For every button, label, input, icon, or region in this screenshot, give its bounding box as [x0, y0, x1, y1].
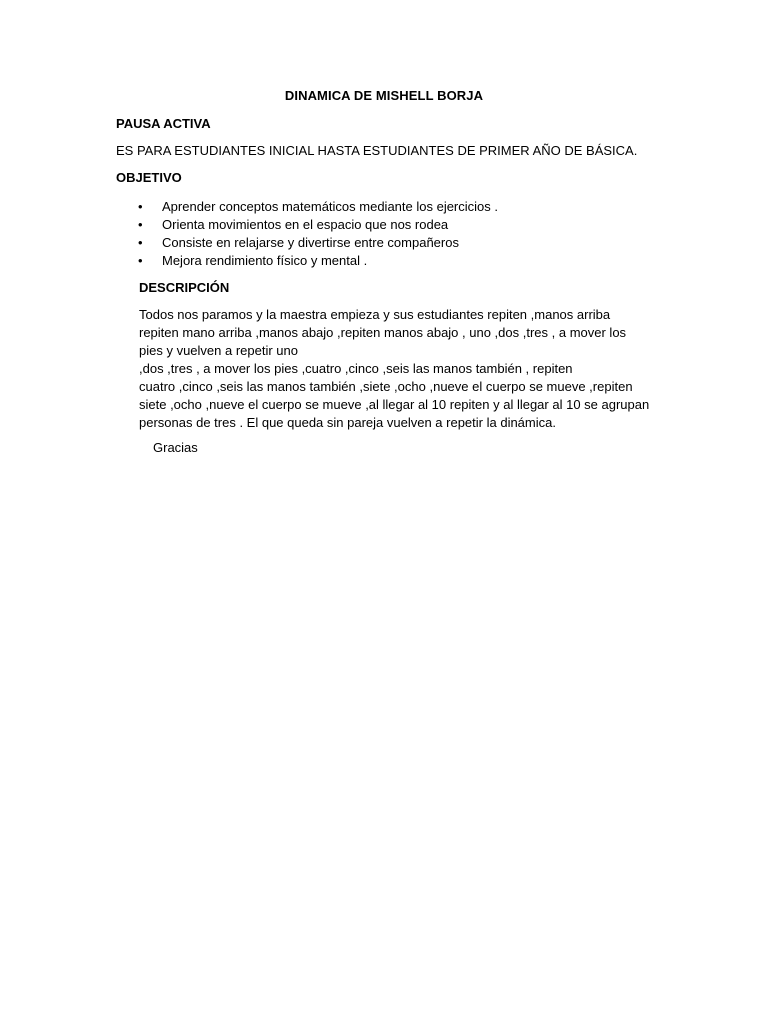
- descripcion-line: ,dos ,tres , a mover los pies ,cuatro ,cinco ,seis las manos también , repiten: [139, 361, 573, 376]
- bullet-icon: •: [138, 235, 143, 250]
- descripcion-line: Todos nos paramos y la maestra empieza y sus estudiantes repiten ,manos arriba: [139, 307, 611, 322]
- list-item: [116, 216, 498, 234]
- bullet-icon: •: [138, 253, 143, 268]
- descripcion-paragraph: [139, 306, 659, 432]
- list-item-text: Orienta movimientos en el espacio que nos rodea: [162, 217, 449, 232]
- pausa-activa-heading: PAUSA ACTIVA: [116, 116, 211, 131]
- list-item: [116, 234, 498, 252]
- list-item-text: Mejora rendimiento físico y mental .: [162, 253, 368, 268]
- document-title: DINAMICA DE MISHELL BORJA: [284, 88, 484, 103]
- descripcion-heading: DESCRIPCIÓN: [139, 280, 230, 295]
- list-item: [116, 198, 498, 216]
- closing-text: Gracias: [153, 440, 198, 455]
- descripcion-line: pies y vuelven a repetir uno: [139, 343, 298, 358]
- objetivo-list: [116, 198, 498, 270]
- list-item-text: Consiste en relajarse y divertirse entre compañeros: [162, 235, 459, 250]
- bullet-icon: •: [138, 199, 143, 214]
- descripcion-line: repiten mano arriba ,manos abajo ,repiten manos abajo , uno ,dos ,tres , a mover los: [139, 325, 627, 340]
- bullet-icon: •: [138, 217, 143, 232]
- descripcion-line: siete ,ocho ,nueve el cuerpo se mueve ,al llegar al 10 repiten y al llegar al 10 se agrupan: [139, 397, 650, 412]
- intro-paragraph: ES PARA ESTUDIANTES INICIAL HASTA ESTUDIANTES DE PRIMER AÑO DE BÁSICA.: [116, 143, 638, 158]
- descripcion-line: personas de tres . El que queda sin pareja vuelven a repetir la dinámica.: [139, 415, 556, 430]
- descripcion-line: cuatro ,cinco ,seis las manos también ,siete ,ocho ,nueve el cuerpo se mueve ,repiten: [139, 379, 633, 394]
- objetivo-heading: OBJETIVO: [116, 170, 182, 185]
- list-item: [116, 252, 498, 270]
- list-item-text: Aprender conceptos matemáticos mediante los ejercicios .: [162, 199, 498, 214]
